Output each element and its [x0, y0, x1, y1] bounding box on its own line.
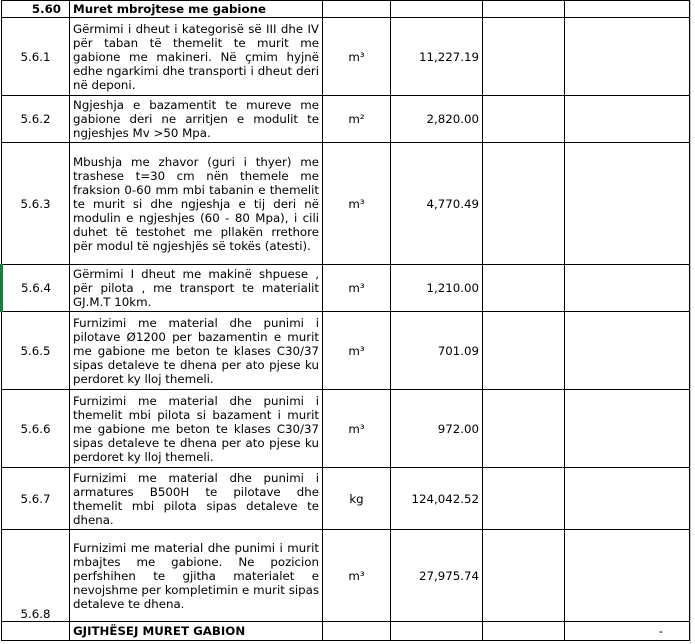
item-unit: m³: [323, 265, 391, 312]
empty-cell: [323, 1, 391, 18]
item-amount: [565, 265, 690, 312]
table-row: [2, 530, 690, 622]
item-unit-price: [483, 96, 565, 143]
empty-cell: [391, 622, 483, 641]
table-row: [2, 18, 690, 96]
empty-cell: [565, 1, 690, 18]
table-row: [2, 390, 690, 468]
item-unit: m³: [323, 312, 391, 390]
table-row: [2, 96, 690, 143]
item-unit: m²: [323, 96, 391, 143]
item-code: 5.6.1: [2, 18, 70, 96]
item-code: 5.6.6: [2, 390, 70, 468]
item-amount: [565, 96, 690, 143]
item-unit-price: [483, 530, 565, 622]
item-code: 5.6.3: [2, 143, 70, 265]
item-quantity: 11,227.19: [391, 18, 483, 96]
table-row: [2, 265, 690, 312]
item-unit-price: [483, 390, 565, 468]
empty-cell: [2, 622, 70, 641]
item-code: 5.6.2: [2, 96, 70, 143]
item-amount: [565, 468, 690, 530]
item-description: Gërmimi I dheut me makinë shpuese , për pilota , me transport te materialit GJ.M.T 10km.: [70, 265, 323, 312]
item-quantity: 1,210.00: [391, 265, 483, 312]
item-quantity: 124,042.52: [391, 468, 483, 530]
item-unit: m³: [323, 390, 391, 468]
item-amount: [565, 390, 690, 468]
item-description: Furnizimi me material dhe punimi i pilotave Ø1200 per bazamentin e murit me gabione me beton te klases C30/37 sipas detaleve te dhena per ato pjese ku perdoret ky lloj themeli.: [70, 312, 323, 390]
item-description: Furnizimi me material dhe punimi i armatures B500H te pilotave dhe themelit mbi pilota sipas detaleve te dhena.: [70, 468, 323, 530]
section-header-row: [2, 1, 690, 18]
total-row: [2, 622, 690, 641]
empty-cell: [323, 622, 391, 641]
item-quantity: 2,820.00: [391, 96, 483, 143]
table-row: [2, 312, 690, 390]
item-amount: [565, 18, 690, 96]
section-code: 5.60: [2, 1, 70, 18]
empty-cell: [391, 1, 483, 18]
item-description: Mbushja me zhavor (guri i thyer) me trashese t=30 cm nën themele me fraksion 0-60 mm mbi tabanin e themelit te murit si dhe ngjeshja e tij deri në modulin e ngjeshjes (60 - 80 Mpa), i cili duhet të testohet me pllakën rrethore për modul të ngjeshjës së tokës (atesti).: [70, 143, 323, 265]
item-unit-price: [483, 18, 565, 96]
item-description: Gërmimi i dheut i kategorisë së III dhe IV për taban të themelit te murit me gabione me makineri. Në çmim hyjnë edhe ngarkimi dhe transporti i dheut deri në deponi.: [70, 18, 323, 96]
item-code: 5.6.8: [2, 530, 70, 622]
empty-cell: [483, 622, 565, 641]
table-row: [2, 468, 690, 530]
item-amount: [565, 143, 690, 265]
total-label: GJITHËSEJ MURET GABION: [70, 622, 323, 641]
item-quantity: 27,975.74: [391, 530, 483, 622]
item-unit: kg: [323, 468, 391, 530]
sheet-edge-divider: [690, 0, 691, 644]
item-unit: m³: [323, 18, 391, 96]
table-row: [2, 143, 690, 265]
item-description: Furnizimi me material dhe punimi i murit mbajtes me gabione. Ne pozicion perfshihen te gjitha materialet e nevojshme per kompletimin e murit sipas detaleve te dhena.: [70, 530, 323, 622]
section-title: Muret mbrojtese me gabione: [70, 1, 323, 18]
total-amount: -: [565, 622, 690, 641]
item-code: 5.6.5: [2, 312, 70, 390]
item-description: Furnizimi me material dhe punimi i themelit mbi pilota si bazament i murit me gabione me beton te klases C30/37 sipas detaleve te dhena per ato pjese ku perdoret ky lloj themeli.: [70, 390, 323, 468]
item-quantity: 701.09: [391, 312, 483, 390]
item-code[interactable]: 5.6.4: [2, 265, 70, 312]
item-amount: [565, 312, 690, 390]
item-amount: [565, 530, 690, 622]
item-unit-price: [483, 143, 565, 265]
item-unit: m³: [323, 530, 391, 622]
item-quantity: 4,770.49: [391, 143, 483, 265]
item-unit-price: [483, 265, 565, 312]
item-unit-price: [483, 468, 565, 530]
empty-cell: [483, 1, 565, 18]
item-unit: m³: [323, 143, 391, 265]
item-code: 5.6.7: [2, 468, 70, 530]
item-quantity: 972.00: [391, 390, 483, 468]
item-description: Ngjeshja e bazamentit te mureve me gabione deri ne arritjen e modulit te ngjeshjes Mv >50 Mpa.: [70, 96, 323, 143]
item-unit-price: [483, 312, 565, 390]
